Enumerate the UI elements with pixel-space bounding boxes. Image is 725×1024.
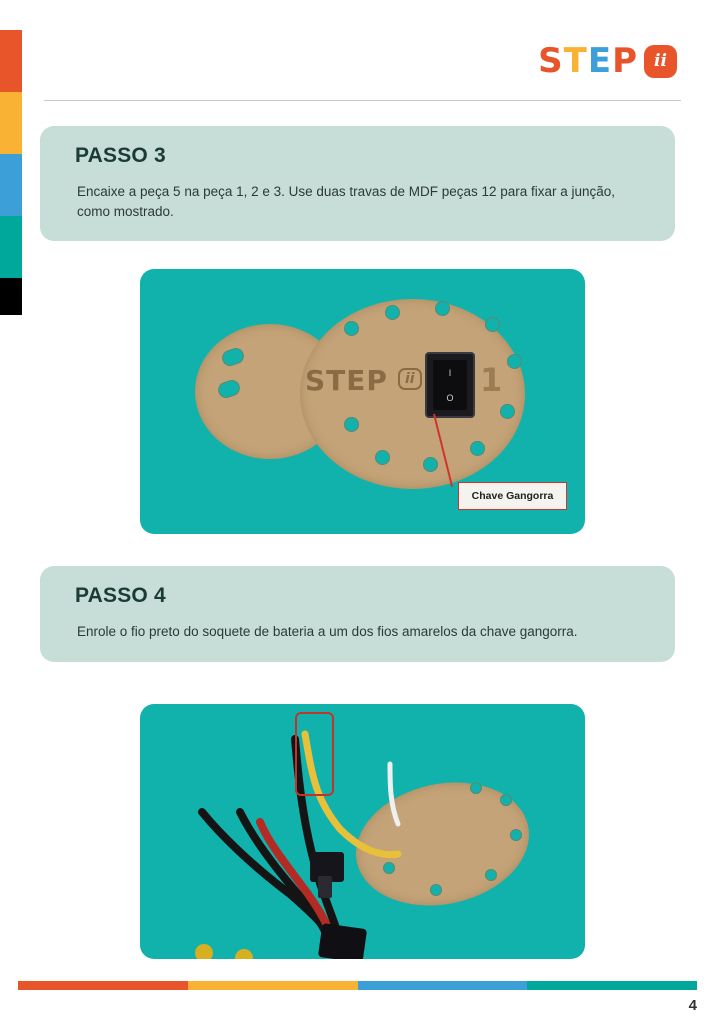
- switch-symbol-on: I: [448, 367, 452, 378]
- color-swatch-blue: [0, 154, 22, 216]
- page-content: [40, 0, 685, 1024]
- engraved-logo-badge: ii: [398, 368, 422, 390]
- logo-badge-icon: ii: [644, 45, 677, 78]
- callout-label: Chave Gangorra: [471, 490, 554, 503]
- footer-swatch-yellow: [188, 981, 358, 990]
- photo-battery-socket-wires: [140, 704, 585, 959]
- callout-chave-gangorra: [458, 482, 567, 510]
- page-header: [40, 0, 685, 100]
- footer-spacer-left: [0, 981, 18, 990]
- photo-mdf-board-with-switch: [140, 269, 585, 534]
- battery-socket-wires: [140, 704, 585, 959]
- jst-connector-pin: [318, 876, 332, 898]
- footer-color-bar: [0, 981, 725, 990]
- footer-swatch-teal: [527, 981, 697, 990]
- color-swatch-teal: [0, 216, 22, 278]
- step-card-passo-3: [40, 126, 675, 241]
- mdf-hole: [485, 317, 500, 332]
- step-card-passo-4: [40, 566, 675, 662]
- logo-letter-s: S: [538, 41, 564, 81]
- highlight-rect-wire-joint: [295, 712, 334, 796]
- color-swatch-orange: [0, 30, 22, 92]
- step-title: PASSO 3: [75, 144, 166, 167]
- engraved-number: 1: [480, 361, 503, 400]
- step-title: PASSO 4: [75, 584, 166, 608]
- header-divider: [44, 100, 681, 101]
- color-swatch-black: [0, 278, 22, 315]
- wire-tip: [195, 944, 213, 959]
- rocker-switch[interactable]: [425, 352, 475, 418]
- logo-letter-p: P: [612, 41, 638, 81]
- logo-letter-t: T: [563, 41, 588, 81]
- footer-swatch-blue: [358, 981, 528, 990]
- page-number: 4: [688, 997, 697, 1014]
- brand-logo: [538, 41, 677, 81]
- battery-socket-body: [318, 923, 367, 959]
- footer-spacer-right: [697, 981, 725, 990]
- color-swatch-yellow: [0, 92, 22, 154]
- logo-wordmark: [538, 41, 638, 81]
- engraved-logo-text: STEP: [305, 364, 388, 398]
- footer-swatch-orange: [18, 981, 188, 990]
- left-color-bar: [0, 30, 22, 315]
- photo-wrap-1: [40, 269, 685, 534]
- photo-wrap-2: [40, 704, 685, 959]
- step-description: Enrole o fio preto do soquete de bateria a um dos fios amarelos da chave gangorra.: [77, 624, 578, 640]
- step-description: Encaixe a peça 5 na peça 1, 2 e 3. Use duas travas de MDF peças 12 para fixar a junção, como mostrado.: [77, 184, 616, 219]
- rocker-switch-face[interactable]: [433, 360, 467, 410]
- switch-symbol-off: O: [446, 392, 454, 403]
- logo-letter-e: E: [587, 41, 613, 81]
